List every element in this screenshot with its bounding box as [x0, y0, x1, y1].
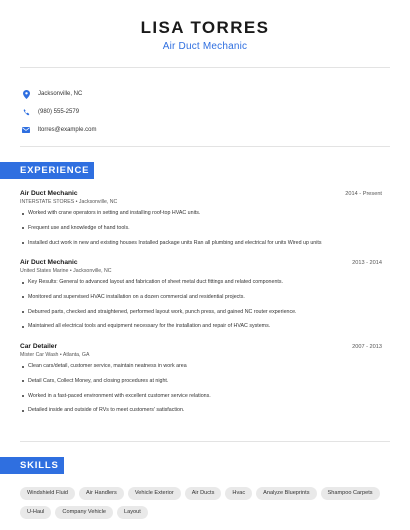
experience-divider — [20, 441, 390, 442]
bullet-item: Deburred parts, checked and straightened, performed layout work, punch press, and gained NC router experience. — [22, 309, 382, 316]
contact-location — [22, 85, 96, 103]
candidate-name: LISA TORRES — [140, 18, 270, 37]
contact-divider — [20, 146, 390, 147]
job-company-line — [20, 352, 382, 358]
bullet-item: Worked in a fast-paced environment with excellent customer service relations. — [22, 393, 382, 400]
contact-block — [22, 85, 96, 139]
job-bullets — [22, 363, 382, 414]
job-dates: 2014 - Present — [345, 191, 382, 197]
job-title: Car Detailer — [20, 343, 58, 350]
skill-chip: Layout — [117, 506, 148, 519]
separator: • — [69, 268, 74, 274]
job-company: INTERSTATE STORES — [20, 199, 75, 205]
bullet-item: Detailed inside and outside of RVs to meet customers' satisfaction. — [22, 407, 382, 414]
experience-item — [20, 190, 382, 254]
job-company-line — [20, 268, 382, 274]
job-bullets — [22, 210, 382, 247]
header-divider — [20, 67, 390, 68]
email-text[interactable]: ltorres@example.com — [38, 127, 97, 133]
contact-email[interactable] — [22, 121, 96, 139]
location-pin-icon — [22, 89, 30, 99]
contact-phone — [22, 103, 96, 121]
envelope-icon — [22, 125, 30, 135]
bullet-item: Key Results: General to advanced layout and fabrication of sheet metal duct fittings and related components. — [22, 279, 382, 286]
job-dates: 2007 - 2013 — [352, 344, 382, 350]
job-location: Atlanta, GA — [62, 352, 90, 358]
job-company-line — [20, 199, 382, 205]
phone-text: (980) 555-2579 — [38, 109, 80, 115]
job-location: Jacksonville, NC — [78, 199, 118, 205]
skill-chip: Analyze Blueprints — [256, 487, 316, 500]
bullet-item: Detail Cars, Collect Money, and closing procedures at night. — [22, 378, 382, 385]
skill-chip: Air Handlers — [79, 487, 124, 500]
experience-item — [20, 343, 382, 422]
skills-list — [20, 487, 390, 519]
separator: • — [59, 352, 63, 358]
job-title: Air Duct Mechanic — [20, 190, 78, 197]
experience-item — [20, 259, 382, 338]
bullet-item: Maintained all electrical tools and equipment necessary for the installation and repair of HVAC systems. — [22, 323, 382, 330]
location-text: Jacksonville, NC — [38, 91, 83, 97]
job-dates: 2013 - 2014 — [352, 260, 382, 266]
candidate-title: Air Duct Mechanic — [162, 41, 248, 52]
bullet-item: Frequent use and knowledge of hand tools. — [22, 225, 382, 232]
bullet-item: Installed duct work in new and existing houses Installed package units Ran all plumbing and electrical for units Wired up units — [22, 240, 382, 247]
bullet-item: Clean cars/detail, customer service, maintain neatness in work area — [22, 363, 382, 370]
job-title: Air Duct Mechanic — [20, 259, 78, 266]
skill-chip: Windshield Fluid — [20, 487, 75, 500]
skills-heading: SKILLS — [0, 457, 64, 474]
resume-header — [0, 0, 410, 52]
separator: • — [75, 199, 79, 205]
skill-chip: Air Ducts — [185, 487, 222, 500]
phone-icon — [22, 107, 30, 117]
bullet-item: Monitored and supervised HVAC installation on a dozen commercial and residential projects. — [22, 294, 382, 301]
job-location: Jacksonville, NC — [73, 268, 112, 274]
skill-chip: U-Haul — [20, 506, 51, 519]
job-company: Mister Car Wash — [20, 352, 59, 358]
experience-heading: EXPERIENCE — [0, 162, 94, 179]
bullet-item: Worked with crane operators in setting and installing roof-top HVAC units. — [22, 210, 382, 217]
skill-chip: Shampoo Carpets — [321, 487, 380, 500]
skill-chip: Vehicle Exterior — [128, 487, 181, 500]
job-company: United States Marine — [20, 268, 69, 274]
job-bullets — [22, 279, 382, 330]
skill-chip: Hvac — [225, 487, 252, 500]
skill-chip: Company Vehicle — [55, 506, 113, 519]
